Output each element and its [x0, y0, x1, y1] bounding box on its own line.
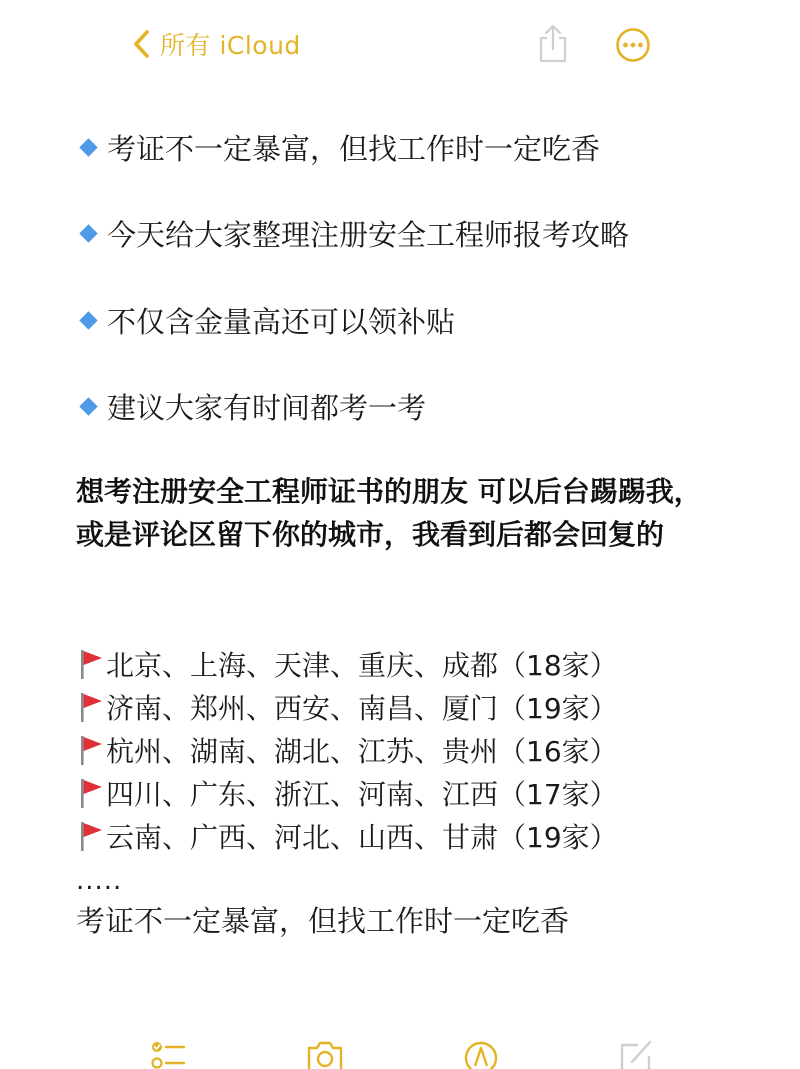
- checklist-button[interactable]: [146, 1034, 190, 1069]
- ellipsis-text: .....: [76, 866, 123, 896]
- navigation-bar: [0, 0, 800, 90]
- bullet-line: [78, 211, 629, 255]
- share-button[interactable]: [535, 22, 571, 64]
- city-line: [78, 816, 618, 856]
- red-flag-icon: [78, 777, 104, 809]
- markup-button[interactable]: [459, 1034, 503, 1069]
- city-line: [78, 773, 618, 813]
- share-icon: [535, 49, 571, 68]
- bullet-line: [78, 298, 455, 342]
- city-line: [78, 687, 618, 727]
- markup-icon: [459, 1034, 503, 1069]
- chevron-left-icon: [132, 29, 150, 59]
- city-text: 杭州、湖南、湖北、江苏、贵州（16家）: [106, 735, 618, 768]
- red-flag-icon: [78, 648, 104, 680]
- bullet-text: 今天给大家整理注册安全工程师报考攻略: [107, 217, 630, 252]
- bullet-line: [78, 125, 600, 169]
- more-button[interactable]: [615, 27, 651, 63]
- diamond-bullet-icon: [79, 138, 97, 156]
- diamond-bullet-icon: [79, 397, 97, 415]
- camera-button[interactable]: [303, 1034, 347, 1069]
- city-text: 北京、上海、天津、重庆、成都（18家）: [106, 649, 618, 682]
- bullet-text: 不仅含金量高还可以领补贴: [107, 304, 456, 339]
- city-text: 四川、广东、浙江、河南、江西（17家）: [106, 778, 618, 811]
- bullet-line: [78, 384, 426, 428]
- bold-paragraph: 想考注册安全工程师证书的朋友 可以后台踢踢我，或是评论区留下你的城市，我看到后都会回复的: [76, 475, 702, 551]
- camera-icon: [303, 1034, 347, 1069]
- red-flag-icon: [78, 691, 104, 723]
- city-text: 云南、广西、河北、山西、甘肃（19家）: [106, 821, 618, 854]
- back-button[interactable]: [132, 24, 301, 64]
- diamond-bullet-icon: [79, 311, 97, 329]
- city-line: [78, 644, 618, 684]
- bullet-text: 建议大家有时间都考一考: [107, 390, 427, 425]
- diamond-bullet-icon: [79, 224, 97, 242]
- compose-button[interactable]: [614, 1034, 658, 1069]
- bullet-text: 考证不一定暴富，但找工作时一定吃香: [107, 131, 601, 166]
- back-button-label: 所有 iCloud: [160, 31, 301, 60]
- city-line: [78, 730, 618, 770]
- city-text: 济南、郑州、西安、南昌、厦门（19家）: [106, 692, 618, 725]
- red-flag-icon: [78, 820, 104, 852]
- red-flag-icon: [78, 734, 104, 766]
- closing-line: 考证不一定暴富，但找工作时一定吃香: [76, 904, 570, 938]
- more-circle-icon: [615, 48, 651, 67]
- compose-icon: [614, 1034, 658, 1069]
- checklist-icon: [146, 1034, 190, 1069]
